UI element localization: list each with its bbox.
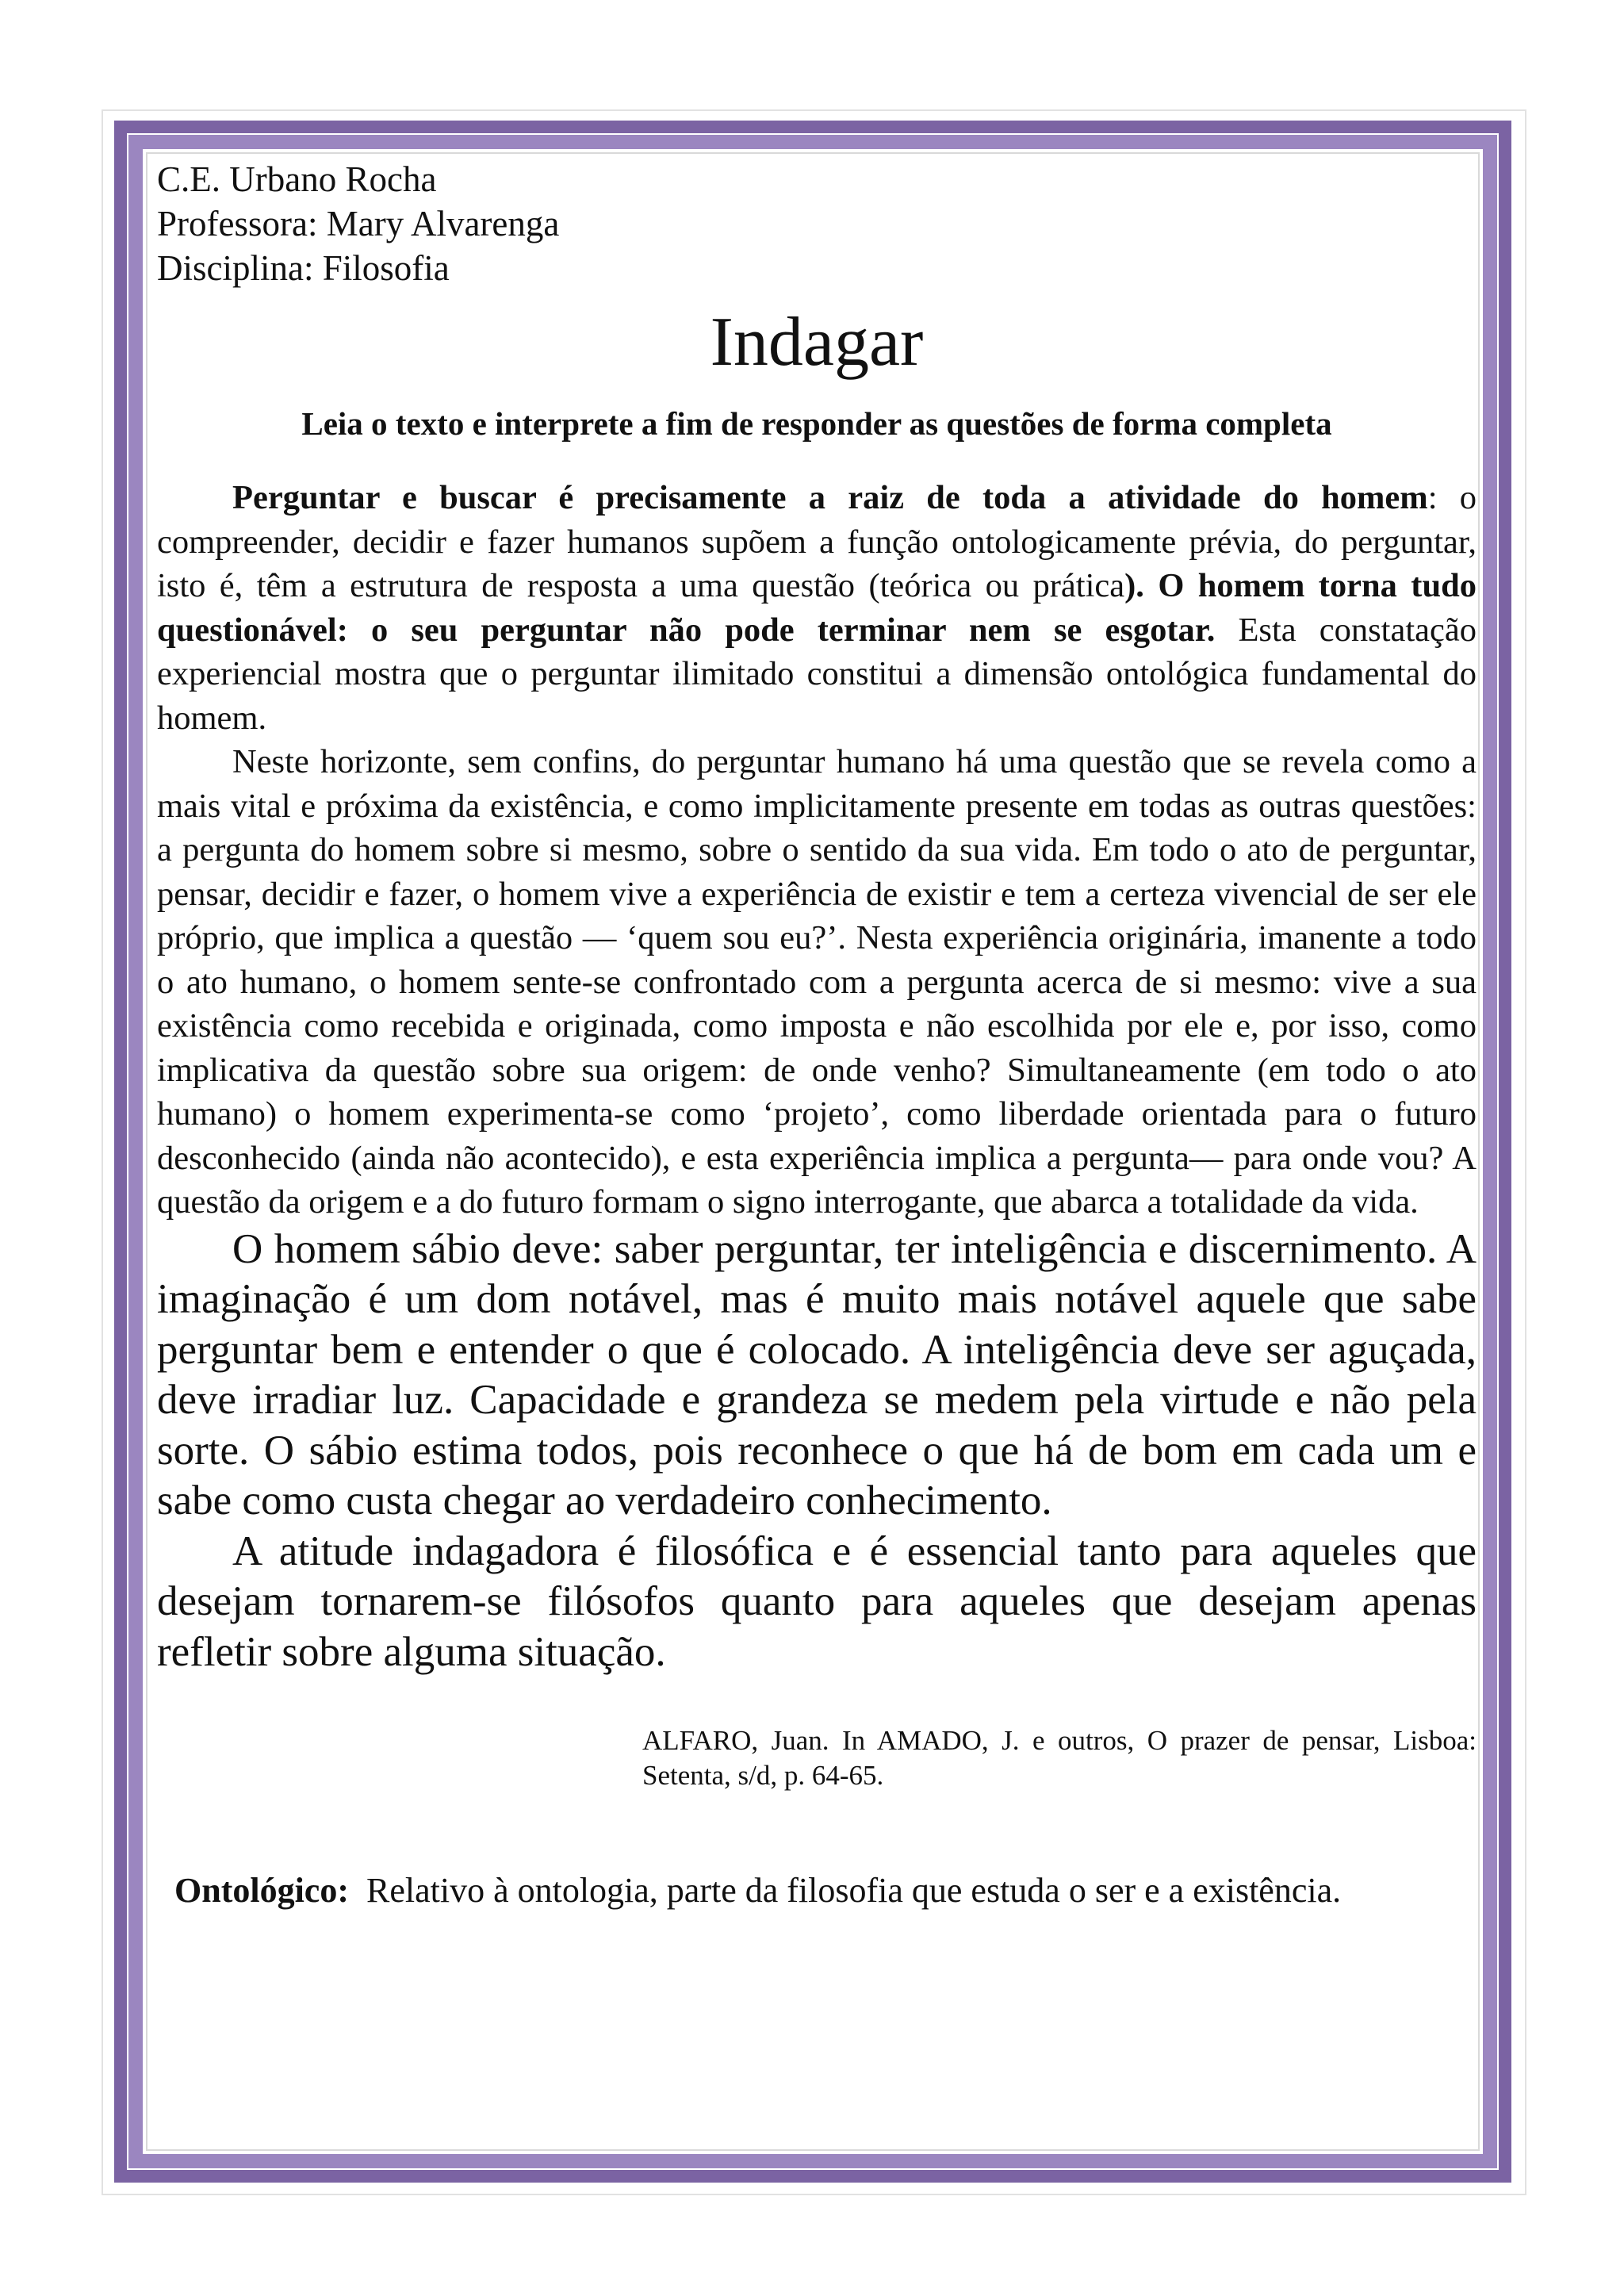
citation: ALFARO, Juan. In AMADO, J. e outros, O prazer de pensar, Lisboa: Setenta, s/d, p. 64-65. [642,1725,1477,1791]
document-title: Indagar [710,304,924,381]
paragraph-1 [157,476,1477,740]
teacher-name: Professora: Mary Alvarenga [157,204,560,243]
paragraph-1-text-a: : o compreender, decidir e fazer humanos supõem a função ontologicamente prévia, do perguntar, isto é, têm a estrutura de resposta a uma questão (teórica ou prática [157,479,1477,604]
document-header [157,157,1477,290]
paragraph-4: A atitude indagadora é filosófica e é essencial tanto para aqueles que desejam tornarem-se filósofos quanto para aqueles que desejam apenas refletir sobre alguma situação. [157,1527,1477,1675]
instruction-text: Leia o texto e interprete a fim de responder as questões de forma completa [301,405,1332,442]
footnote-term: Ontológico: [174,1871,349,1910]
footnote [174,1869,1477,1913]
paragraph-2: Neste horizonte, sem confins, do perguntar humano há uma questão que se revela como a mais vital e próxima da existência, e como implicitamente presente em todas as outras questões: a pergunta do homem sobre si mesmo, sobre o sentido da sua vida. Em todo o ato de perguntar, pensar, decidir e fazer, o homem vive a experiência de existir e tem a certeza vivencial de ser ele próprio, que implica a questão — ‘quem sou eu?’. Nesta experiência originária, imanente a todo o ato humano, o homem sente-se confrontado com a pergunta acerca de si mesmo: vive a sua existência como recebida e originada, como imposta e não escolhida por ele e, por isso, como implicativa da questão sobre sua origem: de onde venho? Simultaneamente (em todo o ato humano) o homem experimenta-se como ‘projeto’, como liberdade orientada para o futuro desconhecido (ainda não acontecido), e esta experiência implica a pergunta— para onde vou? A questão da origem e a do futuro formam o signo interrogante, que abarca a totalidade da vida. [157,743,1477,1221]
footnote-definition: Relativo à ontologia, parte da filosofia que estuda o ser e a existência. [366,1871,1342,1910]
paragraph-1-text-b: Esta constatação experiencial mostra que o perguntar ilimitado constitui a dimensão ontológica fundamental do homem. [157,611,1477,737]
school-name: C.E. Urbano Rocha [157,159,437,199]
paragraph-1-bold-mid: ). O homem torna tudo questionável: o seu perguntar não pode terminar nem se esgotar. [157,567,1477,649]
document-body [157,157,1477,1913]
subject-name: Disciplina: Filosofia [157,248,450,288]
paragraph-1-bold-start: Perguntar e buscar é precisamente a raiz de toda a atividade do homem [232,479,1428,516]
paragraph-3: O homem sábio deve: saber perguntar, ter inteligência e discernimento. A imaginação é um dom notável, mas é muito mais notável aquele que sabe perguntar bem e entender o que é colocado. A inteligência deve ser aguçada, deve irradiar luz. Capacidade e grandeza se medem pela virtude e não pela sorte. O sábio estima todos, pois reconhece o que há de bom em cada um e sabe como custa chegar ao verdadeiro conhecimento. [157,1225,1477,1524]
